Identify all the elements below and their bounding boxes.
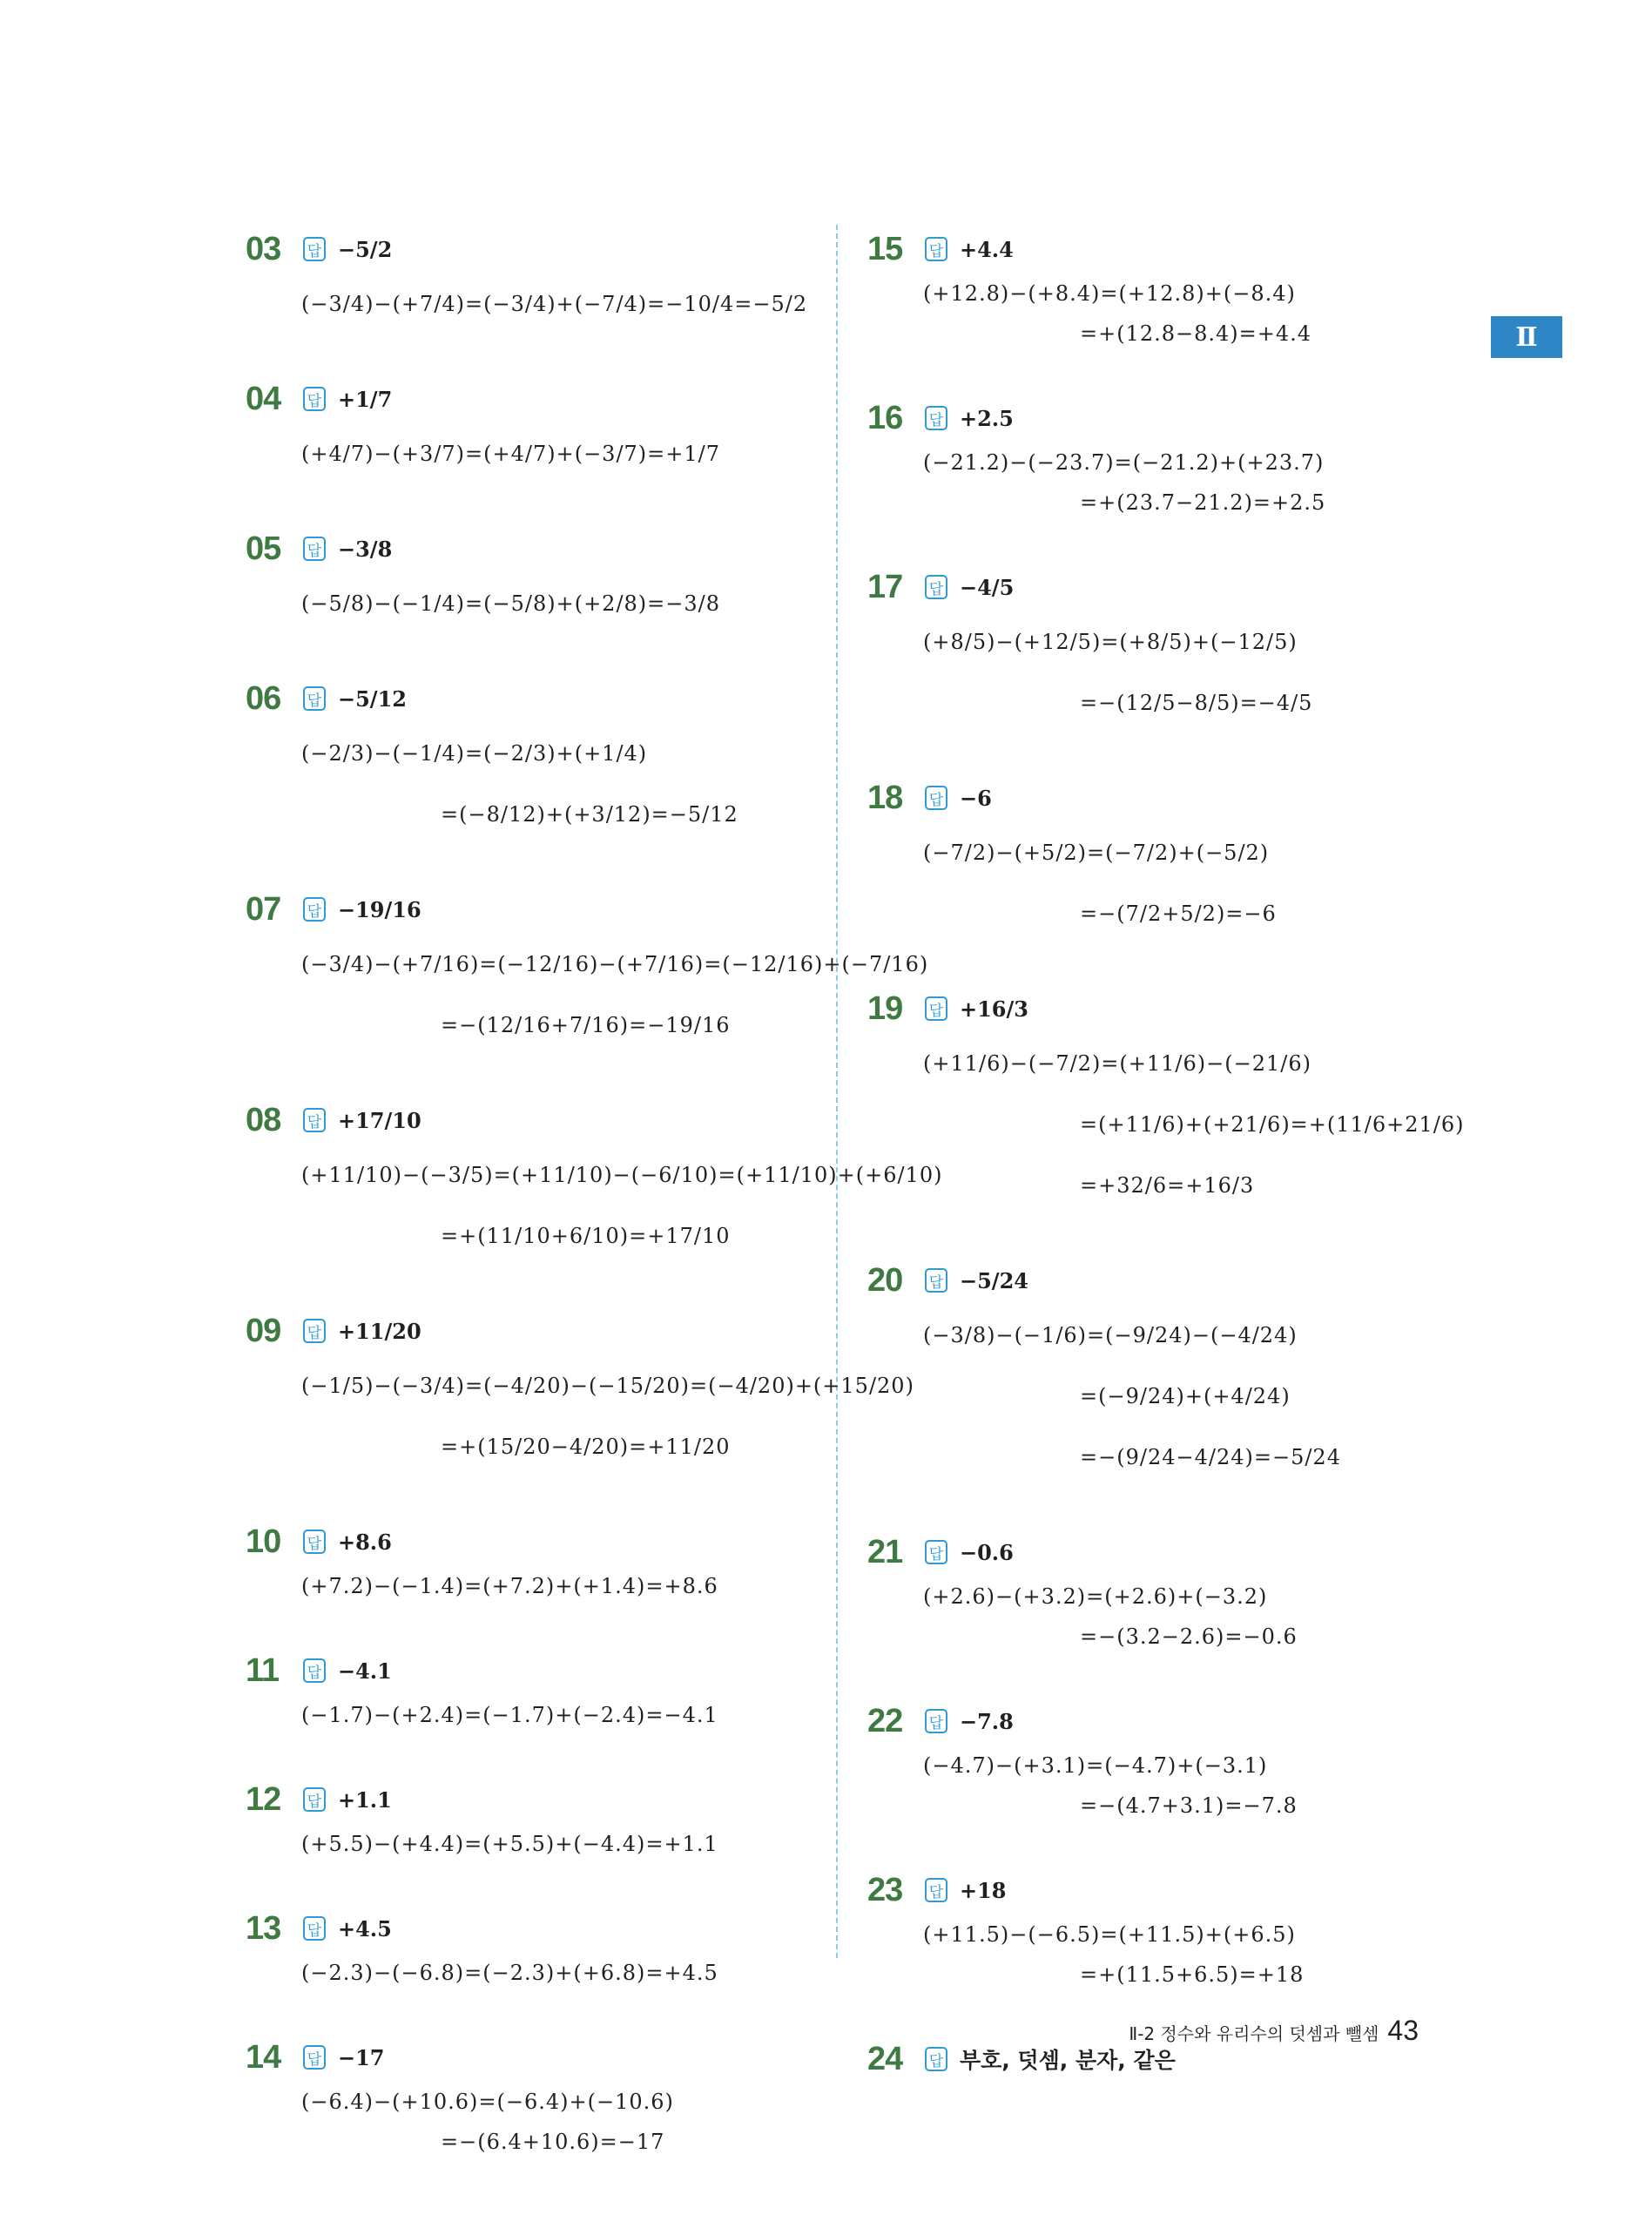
answer-value: −19/16 (338, 896, 421, 922)
problem-header (246, 1646, 803, 1695)
solution-line: =+(15/20−4/20)=+11/20 (441, 1435, 731, 1459)
problem-12 (246, 1775, 803, 1864)
problem-05 (246, 524, 803, 634)
page-footer (1129, 2015, 1419, 2047)
solution-line: =−(9/24−4/24)=−5/24 (1080, 1445, 1341, 1469)
solution-line: (−7/2)−(+5/2)=(−7/2)+(−5/2) (923, 841, 1270, 865)
solution-line: (+12.8)−(+8.4)=(+12.8)+(−8.4) (923, 281, 1296, 306)
problem-04 (246, 375, 803, 484)
solution-line: =(−8/12)+(+3/12)=−5/12 (441, 802, 738, 827)
problem-number: 16 (867, 399, 903, 436)
problem-number: 19 (867, 989, 903, 1027)
answer-tag-icon: 답 (303, 2045, 326, 2070)
problem-09 (246, 1307, 914, 1477)
solution-line: =−(6.4+10.6)=−17 (441, 2130, 665, 2154)
answer-value: −4/5 (960, 574, 1015, 600)
answer-value: −5/2 (338, 236, 393, 262)
answer-value: +18 (960, 1877, 1007, 1903)
column-divider (836, 225, 838, 1958)
problem-header (246, 1517, 803, 1566)
answer-tag-icon: 답 (303, 897, 326, 922)
problem-header (246, 2033, 803, 2082)
solution-line: (−3/4)−(+7/4)=(−3/4)+(−7/4)=−10/4=−5/2 (301, 292, 808, 316)
problem-number: 23 (867, 1871, 903, 1908)
solution-line: (−2.3)−(−6.8)=(−2.3)+(+6.8)=+4.5 (301, 1961, 718, 1985)
footer-section: Ⅱ-2 정수와 유리수의 덧셈과 뺄셈 (1129, 2023, 1379, 2044)
answer-tag-icon: 답 (925, 1268, 947, 1293)
problem-header (867, 394, 1494, 442)
solution-line: (−1.7)−(+2.4)=(−1.7)+(−2.4)=−4.1 (301, 1703, 718, 1727)
answer-value: +16/3 (960, 996, 1028, 1022)
problem-10 (246, 1517, 803, 1606)
problem-number: 17 (867, 568, 903, 605)
answer-tag-icon: 답 (303, 1530, 326, 1554)
problem-15 (867, 225, 1494, 354)
problem-header (867, 563, 1494, 611)
page-number: 43 (1387, 2015, 1419, 2046)
solution-line: (+7.2)−(−1.4)=(+7.2)+(+1.4)=+8.6 (301, 1574, 718, 1598)
answer-value: +2.5 (960, 405, 1014, 431)
answer-value: −7.8 (960, 1708, 1014, 1734)
problem-number: 14 (246, 2038, 281, 2076)
problem-21 (867, 1528, 1494, 1657)
problem-header (246, 885, 803, 934)
problem-23 (867, 1866, 1494, 1995)
answer-value: 부호, 덧셈, 분자, 같은 (960, 2048, 1176, 2073)
answer-tag-icon: 답 (925, 1878, 947, 1902)
right-column (867, 225, 1494, 2124)
problem-16 (867, 394, 1494, 523)
solution-line: =+(11/10+6/10)=+17/10 (441, 1224, 731, 1248)
problem-22 (867, 1697, 1494, 1826)
answer-value: +4.5 (338, 1915, 392, 1942)
problem-number: 12 (246, 1780, 281, 1818)
solution-line: (+8/5)−(+12/5)=(+8/5)+(−12/5) (923, 630, 1298, 654)
problem-number: 05 (246, 530, 281, 567)
solution-line: =+32/6=+16/3 (1080, 1173, 1255, 1198)
problem-number: 09 (246, 1312, 281, 1349)
solution-line: (−21.2)−(−23.7)=(−21.2)+(+23.7) (923, 450, 1325, 475)
chapter-tab: Ⅱ (1491, 316, 1562, 358)
problem-number: 04 (246, 380, 281, 417)
problem-11 (246, 1646, 803, 1735)
problem-19 (867, 984, 1494, 1216)
problem-08 (246, 1096, 943, 1266)
problem-number: 08 (246, 1101, 281, 1138)
answer-value: −5/24 (960, 1267, 1028, 1293)
answer-value: −4.1 (338, 1658, 392, 1684)
problem-03 (246, 225, 808, 334)
solution-line: (−6.4)−(+10.6)=(−6.4)+(−10.6) (301, 2090, 674, 2114)
problem-header (246, 1307, 803, 1355)
problem-17 (867, 563, 1494, 733)
problem-number: 03 (246, 230, 281, 267)
problem-number: 11 (246, 1651, 280, 1689)
answer-tag-icon: 답 (925, 1540, 947, 1564)
problem-number: 24 (867, 2040, 903, 2077)
answer-value: +11/20 (338, 1318, 421, 1344)
problem-number: 06 (246, 679, 281, 717)
answer-tag-icon: 답 (303, 686, 326, 711)
answer-value: +17/10 (338, 1107, 421, 1133)
answer-tag-icon: 답 (925, 237, 947, 261)
problem-header (246, 524, 803, 573)
answer-tag-icon: 답 (303, 1658, 326, 1683)
problem-header (246, 1904, 803, 1953)
solution-line: =−(12/16+7/16)=−19/16 (441, 1013, 731, 1037)
solution-line: (+11/6)−(−7/2)=(+11/6)−(−21/6) (923, 1051, 1311, 1076)
solution-line: (+11.5)−(−6.5)=(+11.5)+(+6.5) (923, 1922, 1296, 1947)
problem-header (867, 773, 1494, 822)
answer-value: −5/12 (338, 685, 407, 712)
problem-header (867, 1256, 1494, 1305)
problem-07 (246, 885, 929, 1056)
answer-value: −6 (960, 785, 992, 811)
problem-header (246, 225, 803, 273)
problem-header (867, 1866, 1494, 1914)
problem-number: 10 (246, 1523, 281, 1560)
problem-06 (246, 674, 803, 845)
answer-tag-icon: 답 (925, 786, 947, 810)
solution-line: =−(3.2−2.6)=−0.6 (1080, 1624, 1298, 1649)
answer-tag-icon: 답 (303, 237, 326, 261)
answer-tag-icon: 답 (303, 387, 326, 411)
problem-number: 07 (246, 890, 281, 928)
problem-13 (246, 1904, 803, 1993)
answer-value: −17 (338, 2044, 385, 2070)
solution-line: (−2/3)−(−1/4)=(−2/3)+(+1/4) (301, 741, 648, 766)
answer-value: +1/7 (338, 386, 393, 412)
solution-line: =(+11/6)+(+21/6)=+(11/6+21/6) (1080, 1112, 1465, 1137)
problem-number: 15 (867, 230, 903, 267)
answer-tag-icon: 답 (925, 575, 947, 599)
solution-line: =−(4.7+3.1)=−7.8 (1080, 1793, 1298, 1818)
problem-header (867, 1528, 1494, 1577)
answer-value: +1.1 (338, 1786, 392, 1813)
problem-header (246, 375, 803, 423)
solution-line: =+(23.7−21.2)=+2.5 (1080, 490, 1326, 515)
answer-tag-icon: 답 (303, 1319, 326, 1343)
problem-14 (246, 2033, 803, 2162)
solution-line: (+4/7)−(+3/7)=(+4/7)+(−3/7)=+1/7 (301, 442, 721, 466)
solution-line: =−(12/5−8/5)=−4/5 (1080, 691, 1313, 715)
solution-line: =+(12.8−8.4)=+4.4 (1080, 321, 1312, 346)
answer-value: +4.4 (960, 236, 1014, 262)
problem-number: 18 (867, 779, 903, 816)
solution-line: (+2.6)−(+3.2)=(+2.6)+(−3.2) (923, 1584, 1268, 1609)
solution-line: (−1/5)−(−3/4)=(−4/20)−(−15/20)=(−4/20)+(+15/20) (301, 1374, 914, 1398)
problem-20 (867, 1256, 1494, 1488)
problem-number: 22 (867, 1702, 903, 1739)
problem-18 (867, 773, 1494, 944)
problem-number: 21 (867, 1533, 903, 1570)
problem-header (867, 984, 1494, 1033)
solution-line: (−4.7)−(+3.1)=(−4.7)+(−3.1) (923, 1753, 1268, 1778)
answer-tag-icon: 답 (303, 1108, 326, 1132)
answer-value: +8.6 (338, 1529, 392, 1555)
solution-line: (−5/8)−(−1/4)=(−5/8)+(+2/8)=−3/8 (301, 591, 721, 616)
answer-value: −3/8 (338, 536, 393, 562)
solution-line: =(−9/24)+(+4/24) (1080, 1384, 1291, 1408)
solution-line: (+11/10)−(−3/5)=(+11/10)−(−6/10)=(+11/10)+(+6/10) (301, 1163, 943, 1187)
answer-tag-icon: 답 (925, 996, 947, 1021)
solution-line: =−(7/2+5/2)=−6 (1080, 902, 1277, 926)
answer-tag-icon: 답 (925, 406, 947, 430)
problem-header (867, 1697, 1494, 1746)
problem-header (246, 674, 803, 723)
answer-value: −0.6 (960, 1539, 1014, 1565)
solution-line: (+5.5)−(+4.4)=(+5.5)+(−4.4)=+1.1 (301, 1832, 718, 1856)
solution-line: (−3/8)−(−1/6)=(−9/24)−(−4/24) (923, 1323, 1298, 1347)
answer-tag-icon: 답 (303, 1787, 326, 1812)
solution-line: =+(11.5+6.5)=+18 (1080, 1962, 1305, 1987)
problem-number: 13 (246, 1909, 281, 1947)
answer-tag-icon: 답 (303, 537, 326, 561)
problem-number: 20 (867, 1261, 903, 1299)
problem-header (246, 1096, 803, 1145)
answer-tag-icon: 답 (925, 1709, 947, 1733)
answer-tag-icon: 답 (925, 2047, 947, 2071)
problem-header (246, 1775, 803, 1824)
answer-tag-icon: 답 (303, 1916, 326, 1941)
problem-header (867, 225, 1494, 273)
solution-line: (−3/4)−(+7/16)=(−12/16)−(+7/16)=(−12/16)+(−7/16) (301, 952, 929, 976)
